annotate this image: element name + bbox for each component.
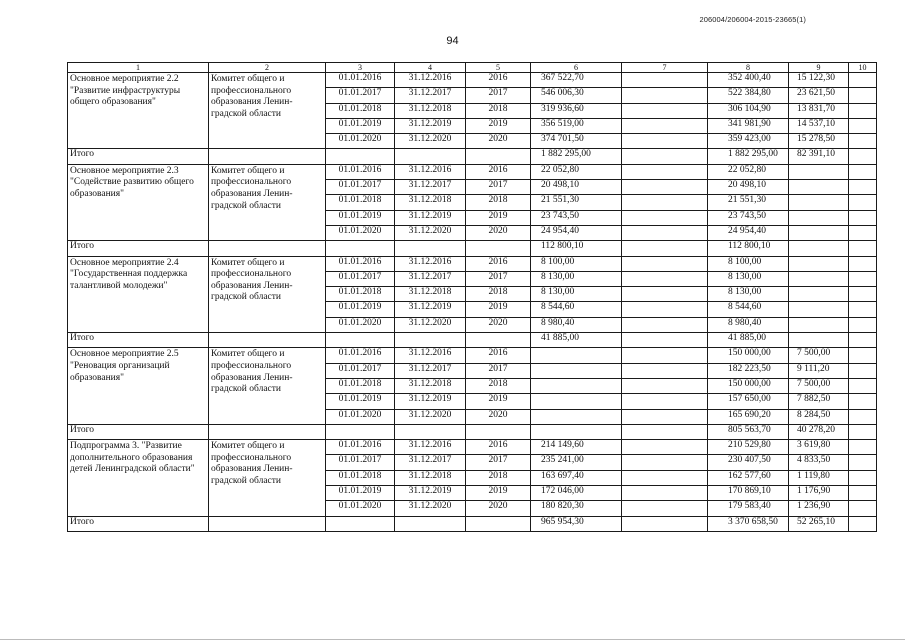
empty-cell — [209, 241, 326, 256]
local-budget: 8 284,50 — [789, 409, 849, 424]
end-date: 31.12.2019 — [395, 210, 466, 225]
empty-cell — [326, 333, 395, 348]
column-7-value — [622, 180, 708, 195]
column-10-value — [849, 516, 877, 531]
local-budget-total — [789, 241, 849, 256]
regional-budget: 23 743,50 — [708, 210, 789, 225]
year: 2019 — [466, 394, 531, 409]
page-number: 94 — [446, 35, 459, 47]
column-number: 6 — [531, 63, 622, 73]
empty-cell — [466, 424, 531, 439]
regional-budget: 8 130,00 — [708, 287, 789, 302]
start-date: 01.01.2020 — [326, 225, 395, 240]
executor-name: Комитет общего и профессионального образования Ленин-градской области — [209, 73, 326, 149]
column-7-value — [622, 256, 708, 271]
regional-budget: 150 000,00 — [708, 348, 789, 363]
total-row — [68, 424, 877, 439]
regional-budget-total: 41 885,00 — [708, 333, 789, 348]
total-amount: 8 130,00 — [531, 287, 622, 302]
column-10-value — [849, 348, 877, 363]
local-budget: 1 176,90 — [789, 486, 849, 501]
total-amount — [531, 394, 622, 409]
local-budget — [789, 180, 849, 195]
column-number: 10 — [849, 63, 877, 73]
column-number: 9 — [789, 63, 849, 73]
column-10-value — [849, 210, 877, 225]
end-date: 31.12.2016 — [395, 164, 466, 179]
year: 2020 — [466, 317, 531, 332]
column-10-value — [849, 118, 877, 133]
empty-cell — [466, 516, 531, 531]
local-budget: 14 537,10 — [789, 118, 849, 133]
total-amount: 24 954,40 — [531, 225, 622, 240]
regional-budget: 8 100,00 — [708, 256, 789, 271]
regional-budget: 352 400,40 — [708, 73, 789, 88]
column-7-value — [622, 516, 708, 531]
column-number: 1 — [68, 63, 209, 73]
total-label: Итого — [68, 516, 209, 531]
total-amount: 367 522,70 — [531, 73, 622, 88]
column-7-value — [622, 164, 708, 179]
year: 2016 — [466, 73, 531, 88]
start-date: 01.01.2018 — [326, 378, 395, 393]
column-10-value — [849, 195, 877, 210]
column-10-value — [849, 455, 877, 470]
column-10-value — [849, 241, 877, 256]
activity-name: Основное мероприятие 2.5 "Реновация организаций образования" — [68, 348, 209, 424]
column-10-value — [849, 73, 877, 88]
end-date: 31.12.2019 — [395, 394, 466, 409]
year: 2016 — [466, 164, 531, 179]
start-date: 01.01.2020 — [326, 317, 395, 332]
table-row — [68, 348, 877, 363]
year: 2016 — [466, 256, 531, 271]
local-budget: 23 621,50 — [789, 88, 849, 103]
empty-cell — [466, 149, 531, 164]
column-10-value — [849, 287, 877, 302]
activity-name: Основное мероприятие 2.3 "Содействие развитию общего образования" — [68, 164, 209, 240]
table-row — [68, 256, 877, 271]
regional-budget: 8 130,00 — [708, 271, 789, 286]
start-date: 01.01.2018 — [326, 470, 395, 485]
column-number: 4 — [395, 63, 466, 73]
year: 2016 — [466, 440, 531, 455]
total-row — [68, 333, 877, 348]
end-date: 31.12.2020 — [395, 225, 466, 240]
total-amount: 41 885,00 — [531, 333, 622, 348]
local-budget — [789, 317, 849, 332]
regional-budget-total: 112 800,10 — [708, 241, 789, 256]
regional-budget: 182 223,50 — [708, 363, 789, 378]
total-amount — [531, 378, 622, 393]
column-7-value — [622, 134, 708, 149]
start-date: 01.01.2020 — [326, 501, 395, 516]
start-date: 01.01.2016 — [326, 73, 395, 88]
column-7-value — [622, 333, 708, 348]
column-7-value — [622, 302, 708, 317]
start-date: 01.01.2016 — [326, 348, 395, 363]
column-7-value — [622, 241, 708, 256]
regional-budget: 150 000,00 — [708, 378, 789, 393]
local-budget: 15 122,30 — [789, 73, 849, 88]
start-date: 01.01.2017 — [326, 180, 395, 195]
start-date: 01.01.2020 — [326, 134, 395, 149]
regional-budget: 179 583,40 — [708, 501, 789, 516]
end-date: 31.12.2020 — [395, 134, 466, 149]
empty-cell — [395, 424, 466, 439]
column-number: 5 — [466, 63, 531, 73]
empty-cell — [326, 149, 395, 164]
year: 2020 — [466, 225, 531, 240]
column-7-value — [622, 88, 708, 103]
column-10-value — [849, 256, 877, 271]
regional-budget-total: 3 370 658,50 — [708, 516, 789, 531]
executor-name: Комитет общего и профессионального образования Ленин-градской области — [209, 164, 326, 240]
executor-name: Комитет общего и профессионального образования Ленин-градской области — [209, 348, 326, 424]
year: 2019 — [466, 302, 531, 317]
regional-budget: 21 551,30 — [708, 195, 789, 210]
year: 2018 — [466, 470, 531, 485]
regional-budget: 359 423,00 — [708, 134, 789, 149]
start-date: 01.01.2017 — [326, 271, 395, 286]
column-7-value — [622, 409, 708, 424]
empty-cell — [326, 516, 395, 531]
column-7-value — [622, 271, 708, 286]
empty-cell — [326, 241, 395, 256]
column-7-value — [622, 470, 708, 485]
total-label: Итого — [68, 424, 209, 439]
local-budget — [789, 287, 849, 302]
total-label: Итого — [68, 241, 209, 256]
local-budget — [789, 225, 849, 240]
total-amount: 319 936,60 — [531, 103, 622, 118]
total-row — [68, 241, 877, 256]
local-budget: 3 619,80 — [789, 440, 849, 455]
year: 2019 — [466, 118, 531, 133]
regional-budget: 8 544,60 — [708, 302, 789, 317]
column-number: 7 — [622, 63, 708, 73]
local-budget: 1 236,90 — [789, 501, 849, 516]
end-date: 31.12.2017 — [395, 88, 466, 103]
table-row — [68, 73, 877, 88]
end-date: 31.12.2019 — [395, 118, 466, 133]
total-amount — [531, 409, 622, 424]
empty-cell — [395, 516, 466, 531]
activity-name: Основное мероприятие 2.4 "Государственная поддержка талантливой молодежи" — [68, 256, 209, 332]
end-date: 31.12.2019 — [395, 486, 466, 501]
start-date: 01.01.2018 — [326, 287, 395, 302]
start-date: 01.01.2017 — [326, 88, 395, 103]
column-7-value — [622, 287, 708, 302]
start-date: 01.01.2019 — [326, 118, 395, 133]
column-7-value — [622, 195, 708, 210]
column-10-value — [849, 134, 877, 149]
end-date: 31.12.2020 — [395, 501, 466, 516]
column-7-value — [622, 348, 708, 363]
end-date: 31.12.2016 — [395, 440, 466, 455]
end-date: 31.12.2019 — [395, 302, 466, 317]
column-7-value — [622, 394, 708, 409]
local-budget-total: 52 265,10 — [789, 516, 849, 531]
total-amount: 546 006,30 — [531, 88, 622, 103]
total-amount: 163 697,40 — [531, 470, 622, 485]
executor-name: Комитет общего и профессионального образования Ленин-градской области — [209, 440, 326, 516]
activity-name: Подпрограмма 3. "Развитие дополнительного образования детей Ленинградской области" — [68, 440, 209, 516]
empty-cell — [466, 241, 531, 256]
total-amount: 21 551,30 — [531, 195, 622, 210]
end-date: 31.12.2017 — [395, 363, 466, 378]
column-7-value — [622, 501, 708, 516]
total-amount: 965 954,30 — [531, 516, 622, 531]
column-10-value — [849, 88, 877, 103]
column-7-value — [622, 424, 708, 439]
year: 2019 — [466, 486, 531, 501]
column-10-value — [849, 363, 877, 378]
regional-budget-total: 1 882 295,00 — [708, 149, 789, 164]
column-10-value — [849, 149, 877, 164]
empty-cell — [209, 149, 326, 164]
local-budget-total: 82 391,10 — [789, 149, 849, 164]
total-amount — [531, 348, 622, 363]
local-budget: 7 882,50 — [789, 394, 849, 409]
regional-budget: 230 407,50 — [708, 455, 789, 470]
start-date: 01.01.2016 — [326, 440, 395, 455]
local-budget — [789, 256, 849, 271]
year: 2016 — [466, 348, 531, 363]
empty-cell — [395, 333, 466, 348]
end-date: 31.12.2020 — [395, 317, 466, 332]
column-7-value — [622, 118, 708, 133]
end-date: 31.12.2018 — [395, 103, 466, 118]
regional-budget: 20 498,10 — [708, 180, 789, 195]
end-date: 31.12.2018 — [395, 287, 466, 302]
regional-budget: 22 052,80 — [708, 164, 789, 179]
total-amount: 23 743,50 — [531, 210, 622, 225]
empty-cell — [395, 149, 466, 164]
total-amount: 112 800,10 — [531, 241, 622, 256]
end-date: 31.12.2017 — [395, 180, 466, 195]
regional-budget: 170 869,10 — [708, 486, 789, 501]
column-number: 2 — [209, 63, 326, 73]
budget-table — [67, 62, 877, 532]
regional-budget: 341 981,90 — [708, 118, 789, 133]
column-10-value — [849, 164, 877, 179]
regional-budget: 306 104,90 — [708, 103, 789, 118]
table-row — [68, 164, 877, 179]
total-amount: 180 820,30 — [531, 501, 622, 516]
column-10-value — [849, 409, 877, 424]
local-budget-total: 40 278,20 — [789, 424, 849, 439]
start-date: 01.01.2020 — [326, 409, 395, 424]
year: 2017 — [466, 88, 531, 103]
local-budget: 1 119,80 — [789, 470, 849, 485]
regional-budget: 210 529,80 — [708, 440, 789, 455]
end-date: 31.12.2017 — [395, 271, 466, 286]
start-date: 01.01.2019 — [326, 394, 395, 409]
empty-cell — [395, 241, 466, 256]
column-7-value — [622, 103, 708, 118]
column-10-value — [849, 424, 877, 439]
column-10-value — [849, 501, 877, 516]
empty-cell — [209, 333, 326, 348]
total-amount: 356 519,00 — [531, 118, 622, 133]
column-7-value — [622, 225, 708, 240]
table-row — [68, 440, 877, 455]
total-amount: 22 052,80 — [531, 164, 622, 179]
regional-budget: 165 690,20 — [708, 409, 789, 424]
column-10-value — [849, 440, 877, 455]
year: 2017 — [466, 180, 531, 195]
regional-budget: 522 384,80 — [708, 88, 789, 103]
total-amount: 8 544,60 — [531, 302, 622, 317]
column-7-value — [622, 378, 708, 393]
total-amount: 20 498,10 — [531, 180, 622, 195]
total-amount — [531, 424, 622, 439]
table-body — [68, 63, 877, 532]
document-id: 206004/206004-2015-23665(1) — [699, 15, 806, 24]
year: 2020 — [466, 409, 531, 424]
local-budget — [789, 302, 849, 317]
start-date: 01.01.2018 — [326, 103, 395, 118]
local-budget: 7 500,00 — [789, 378, 849, 393]
year: 2018 — [466, 195, 531, 210]
column-10-value — [849, 333, 877, 348]
total-amount — [531, 363, 622, 378]
local-budget — [789, 210, 849, 225]
total-row — [68, 149, 877, 164]
local-budget: 7 500,00 — [789, 348, 849, 363]
start-date: 01.01.2016 — [326, 256, 395, 271]
total-amount: 172 046,00 — [531, 486, 622, 501]
end-date: 31.12.2016 — [395, 73, 466, 88]
regional-budget: 8 980,40 — [708, 317, 789, 332]
year: 2019 — [466, 210, 531, 225]
local-budget-total — [789, 333, 849, 348]
start-date: 01.01.2019 — [326, 210, 395, 225]
local-budget: 4 833,50 — [789, 455, 849, 470]
year: 2018 — [466, 103, 531, 118]
start-date: 01.01.2018 — [326, 195, 395, 210]
column-10-value — [849, 394, 877, 409]
column-number: 8 — [708, 63, 789, 73]
end-date: 31.12.2020 — [395, 409, 466, 424]
empty-cell — [466, 333, 531, 348]
column-7-value — [622, 149, 708, 164]
total-row — [68, 516, 877, 531]
column-number-row — [68, 63, 877, 73]
end-date: 31.12.2017 — [395, 455, 466, 470]
local-budget: 9 111,20 — [789, 363, 849, 378]
column-10-value — [849, 225, 877, 240]
start-date: 01.01.2019 — [326, 486, 395, 501]
empty-cell — [326, 424, 395, 439]
start-date: 01.01.2017 — [326, 363, 395, 378]
total-amount: 214 149,60 — [531, 440, 622, 455]
year: 2020 — [466, 501, 531, 516]
regional-budget: 157 650,00 — [708, 394, 789, 409]
year: 2017 — [466, 271, 531, 286]
end-date: 31.12.2018 — [395, 378, 466, 393]
start-date: 01.01.2017 — [326, 455, 395, 470]
year: 2020 — [466, 134, 531, 149]
local-budget — [789, 195, 849, 210]
column-10-value — [849, 180, 877, 195]
year: 2017 — [466, 363, 531, 378]
column-10-value — [849, 302, 877, 317]
year: 2018 — [466, 378, 531, 393]
column-7-value — [622, 440, 708, 455]
total-amount: 374 701,50 — [531, 134, 622, 149]
executor-name: Комитет общего и профессионального образования Ленин-градской области — [209, 256, 326, 332]
end-date: 31.12.2018 — [395, 470, 466, 485]
column-7-value — [622, 455, 708, 470]
total-amount: 1 882 295,00 — [531, 149, 622, 164]
regional-budget: 24 954,40 — [708, 225, 789, 240]
column-number: 3 — [326, 63, 395, 73]
total-amount: 8 100,00 — [531, 256, 622, 271]
start-date: 01.01.2019 — [326, 302, 395, 317]
year: 2017 — [466, 455, 531, 470]
activity-name: Основное мероприятие 2.2 "Развитие инфраструктуры общего образования" — [68, 73, 209, 149]
column-10-value — [849, 378, 877, 393]
local-budget — [789, 164, 849, 179]
total-label: Итого — [68, 149, 209, 164]
total-amount: 8 130,00 — [531, 271, 622, 286]
column-10-value — [849, 103, 877, 118]
total-label: Итого — [68, 333, 209, 348]
year: 2018 — [466, 287, 531, 302]
column-7-value — [622, 73, 708, 88]
local-budget — [789, 271, 849, 286]
total-amount: 8 980,40 — [531, 317, 622, 332]
column-10-value — [849, 317, 877, 332]
column-10-value — [849, 486, 877, 501]
regional-budget-total: 805 563,70 — [708, 424, 789, 439]
empty-cell — [209, 516, 326, 531]
end-date: 31.12.2016 — [395, 256, 466, 271]
start-date: 01.01.2016 — [326, 164, 395, 179]
column-10-value — [849, 470, 877, 485]
local-budget: 13 831,70 — [789, 103, 849, 118]
end-date: 31.12.2018 — [395, 195, 466, 210]
column-7-value — [622, 486, 708, 501]
empty-cell — [209, 424, 326, 439]
end-date: 31.12.2016 — [395, 348, 466, 363]
local-budget: 15 278,50 — [789, 134, 849, 149]
column-10-value — [849, 271, 877, 286]
column-7-value — [622, 210, 708, 225]
column-7-value — [622, 317, 708, 332]
regional-budget: 162 577,60 — [708, 470, 789, 485]
column-7-value — [622, 363, 708, 378]
total-amount: 235 241,00 — [531, 455, 622, 470]
